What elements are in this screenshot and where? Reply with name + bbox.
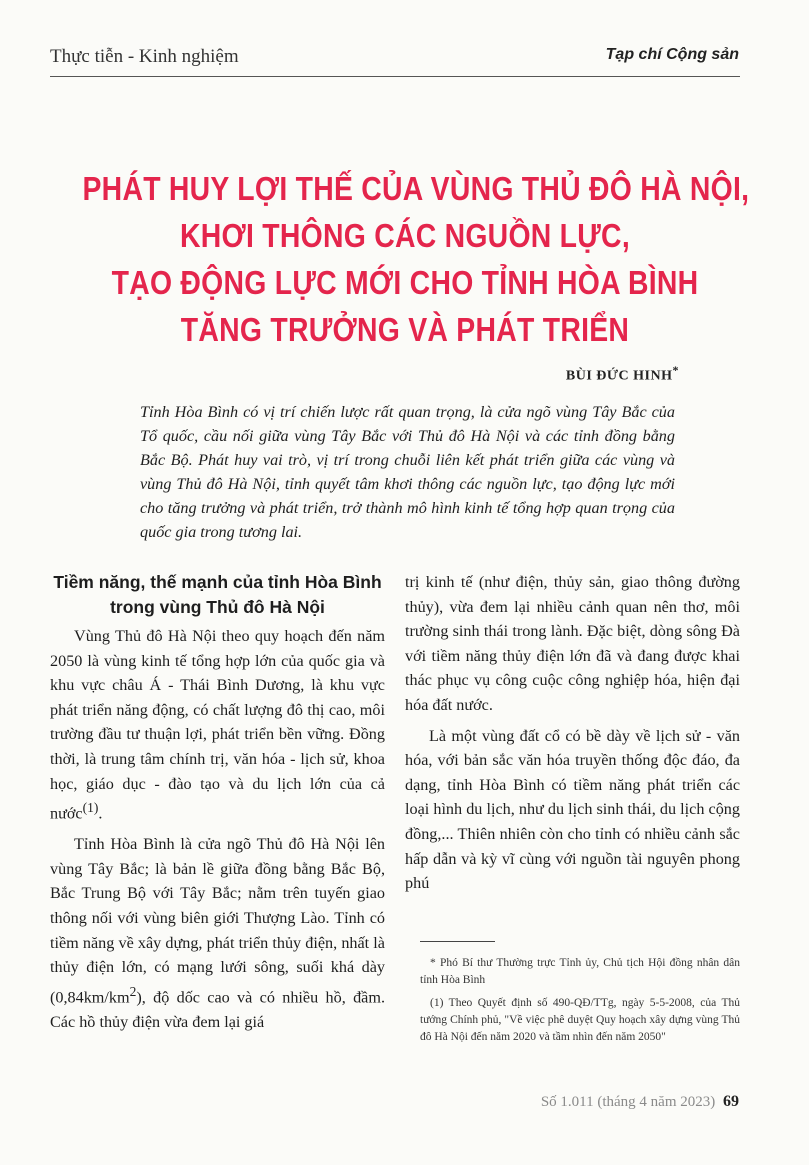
title-line-2: KHƠI THÔNG CÁC NGUỒN LỰC, xyxy=(180,217,630,254)
footnote-divider xyxy=(420,941,495,942)
footnote: (1) Theo Quyết định số 490-QĐ/TTg, ngày 5-5-2008, của Thủ tướng Chính phủ, "Về việc phê duyệt Quy hoạch xây dựng vùng Thủ đô Hà Nội đến năm 2020 và tầm nhìn đến năm 2050" xyxy=(420,997,740,1043)
issue-info: Số 1.011 (tháng 4 năm 2023) xyxy=(540,1094,716,1110)
paragraph: trị kinh tế (như điện, thủy sản, giao thông đường thủy), vừa đem lại nhiều cảnh quan nên thơ, môi trường sinh thái trong lành. Đặc biệt, dòng sông Đà với tiềm năng thủy điện lớn đã và đang được khai thác phục vụ công cuộc công nghiệp hóa, hiện đại hóa đất nước. xyxy=(405,573,740,714)
footnotes xyxy=(420,955,740,1052)
author-byline xyxy=(566,363,679,385)
paragraph-text: Tỉnh Hòa Bình là cửa ngõ Thủ đô Hà Nội lên vùng Tây Bắc; là bản lề giữa đồng bằng Bắc Bộ, Bắc Trung Bộ với Tây Bắc; nằm trên tuyến giao thông nối với vùng biên giới Thượng Lào. Tỉnh có tiềm năng về xây dựng, phát triển thủy điện, nhất là thủy điện lớn, có mạng lưới sông, suối khá dày (0,84km/km xyxy=(50,835,385,1007)
paragraph: Vùng Thủ đô Hà Nội theo quy hoạch đến năm 2050 là vùng kinh tế tổng hợp lớn của quốc gia và khu vực châu Á - Thái Bình Dương, là khu vực phát triển năng động, có chất lượng đô thị cao, môi trường đầu tư thuận lợi, phát triển bền vững. Đồng thời, là trung tâm chính trị, văn hóa - lịch sử, khoa học, giáo dục - đào tạo và du lịch lớn của cả nước$^{(1)}$. xyxy=(50,627,385,823)
page-footer xyxy=(541,1093,739,1111)
header-divider xyxy=(50,76,740,77)
body-column-right xyxy=(405,570,740,896)
paragraph xyxy=(50,832,385,1034)
footnote-ref: (1) xyxy=(82,800,99,816)
superscript: 2 xyxy=(129,983,137,999)
title-line-1: PHÁT HUY LỢI THẾ CỦA VÙNG THỦ ĐÔ HÀ NỘI, xyxy=(82,170,750,207)
author-name: BÙI ĐỨC HINH xyxy=(565,368,673,384)
body-column-left xyxy=(50,570,385,1034)
article-title xyxy=(30,165,780,353)
title-line-3: TẠO ĐỘNG LỰC MỚI CHO TỈNH HÒA BÌNH xyxy=(111,264,699,301)
article-abstract: Tỉnh Hòa Bình có vị trí chiến lược rất quan trọng, là cửa ngõ vùng Tây Bắc của Tổ quốc, cầu nối giữa vùng Tây Bắc với Thủ đô Hà Nội và các tỉnh đồng bằng Bắc Bộ. Phát huy vai trò, vị trí trong chuỗi liên kết phát triển giữa các vùng và vùng Thủ đô Hà Nội, tỉnh quyết tâm khơi thông các nguồn lực, tạo động lực mới cho tăng trưởng và phát triển, trở thành mô hình kinh tế tổng hợp quan trọng của quốc gia trong tương lai. xyxy=(140,403,675,541)
paragraph-text: ), độ dốc cao và có nhiều hồ, đầm. Các hồ thủy điện vừa đem lại giá xyxy=(50,988,385,1031)
journal-name: Tạp chí Cộng sản xyxy=(605,46,739,63)
footnote: * Phó Bí thư Thường trực Tỉnh ủy, Chủ tịch Hội đồng nhân dân tỉnh Hòa Bình xyxy=(420,957,740,986)
page-number: 69 xyxy=(723,1093,739,1110)
section-label: Thực tiễn - Kinh nghiệm xyxy=(50,46,239,67)
title-line-4: TĂNG TRƯỞNG VÀ PHÁT TRIỂN xyxy=(180,311,630,348)
section-heading: Tiềm năng, thế mạnh của tỉnh Hòa Bình trong vùng Thủ đô Hà Nội xyxy=(53,572,382,617)
paragraph: Là một vùng đất cổ có bề dày về lịch sử - văn hóa, với bản sắc văn hóa truyền thống độc đáo, đa dạng, tỉnh Hòa Bình có tiềm năng phát triển các loại hình du lịch, như du lịch sinh thái, du lịch cộng đồng,... Thiên nhiên còn cho tỉnh có nhiều cảnh sắc hấp dẫn và kỳ vĩ cùng với nguồn tài nguyên phong phú xyxy=(405,726,740,893)
author-footnote-mark: * xyxy=(672,363,679,377)
paragraph-text: Vùng Thủ đô Hà Nội theo quy hoạch đến năm 2050 là vùng kinh tế tổng hợp lớn của quốc gia và khu vực châu Á - Thái Bình Dương, là khu vực phát triển năng động, có chất lượng đô thị cao, môi trường đầu tư thuận lợi, phát triển bền vững. Đồng thời, là trung tâm chính trị, văn hóa - lịch sử, khoa học, giáo dục - đào tạo và du lịch lớn của cả nước xyxy=(50,627,385,823)
